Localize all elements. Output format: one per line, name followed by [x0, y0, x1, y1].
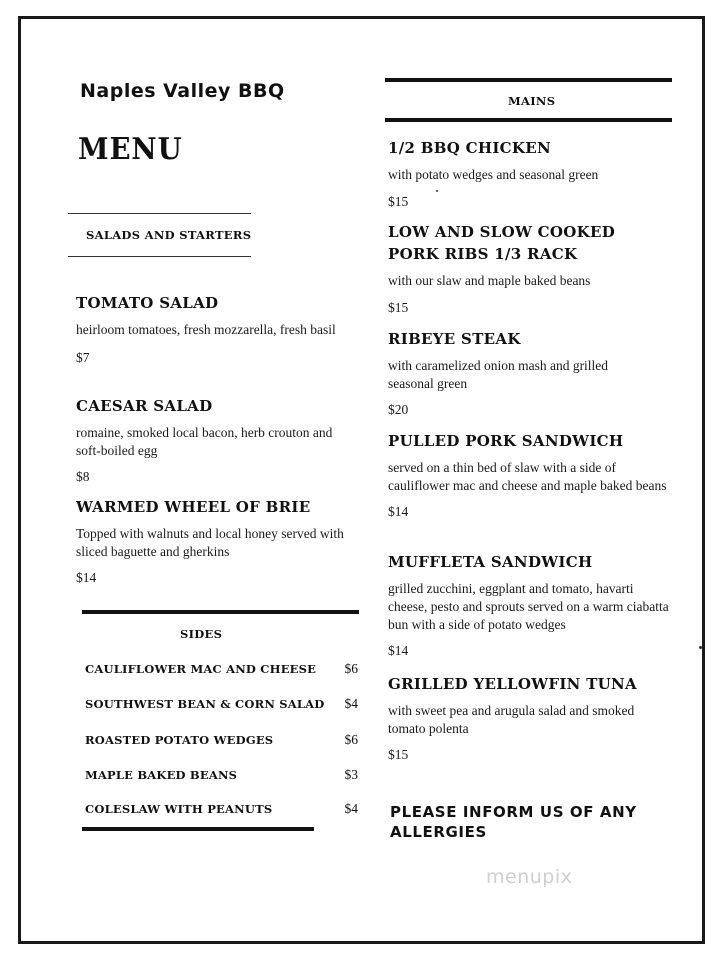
item-price: $14: [76, 570, 97, 585]
side-price: $4: [344, 801, 358, 816]
divider: [82, 827, 314, 831]
side-price: $6: [344, 661, 358, 676]
item-name: 1/2 BBQ CHICKEN: [388, 139, 551, 157]
item-description: grilled zucchini, eggplant and tomato, havarti cheese, pesto and sprouts served on a warm ciabatta bun with a side of potato wedges: [388, 581, 669, 632]
starters-heading: SALADS AND STARTERS: [86, 228, 252, 242]
speck: [436, 190, 438, 192]
item-description: with our slaw and maple baked beans: [388, 273, 591, 288]
item-name: RIBEYE STEAK: [388, 330, 521, 348]
side-name: SOUTHWEST BEAN & CORN SALAD: [85, 697, 325, 711]
divider: [68, 256, 251, 257]
item-name: WARMED WHEEL OF BRIE: [76, 498, 311, 516]
side-name: MAPLE BAKED BEANS: [85, 768, 238, 782]
side-name: CAULIFLOWER MAC AND CHEESE: [85, 662, 317, 676]
restaurant-name: Naples Valley BBQ: [80, 80, 285, 102]
side-price: $4: [344, 696, 358, 711]
item-price: $15: [388, 300, 409, 315]
side-name: COLESLAW WITH PEANUTS: [85, 802, 273, 816]
divider: [82, 610, 359, 614]
main-item: [388, 673, 673, 763]
item-name: GRILLED YELLOWFIN TUNA: [388, 675, 637, 693]
menu-title: MENU: [78, 132, 183, 167]
sides-heading: SIDES: [180, 627, 223, 641]
main-item: [388, 430, 673, 520]
item-description: Topped with walnuts and local honey served with sliced baguette and gherkins: [76, 526, 344, 559]
item-price: $14: [388, 643, 409, 658]
item-name: LOW AND SLOW COOKED PORK RIBS 1/3 RACK: [388, 223, 616, 263]
item-price: $14: [388, 504, 409, 519]
item-price: $20: [388, 402, 409, 417]
item-price: $15: [388, 747, 409, 762]
side-price: $6: [344, 732, 358, 747]
watermark-logo: menupix: [486, 866, 573, 888]
starter-item: [76, 496, 351, 586]
item-description: heirloom tomatoes, fresh mozzarella, fresh basil: [76, 322, 336, 337]
item-description: romaine, smoked local bacon, herb crouton and soft-boiled egg: [76, 425, 333, 458]
item-name: MUFFLETA SANDWICH: [388, 553, 593, 571]
item-price: $8: [76, 469, 90, 484]
item-name: TOMATO SALAD: [76, 294, 219, 312]
main-item: [388, 551, 670, 659]
divider: [385, 118, 672, 122]
main-item: [388, 137, 680, 210]
divider: [68, 213, 251, 214]
item-name: PULLED PORK SANDWICH: [388, 432, 624, 450]
allergy-note: PLEASE INFORM US OF ANY ALLERGIES: [390, 803, 637, 841]
main-item: [388, 221, 648, 316]
speck: [699, 646, 702, 649]
mains-heading: MAINS: [508, 94, 556, 108]
item-price: $7: [76, 350, 90, 365]
main-item: [388, 328, 648, 418]
starter-item: [76, 395, 351, 485]
item-description: with potato wedges and seasonal green: [388, 167, 599, 182]
item-price: $15: [388, 194, 409, 209]
starter-item: [76, 292, 346, 366]
side-name: ROASTED POTATO WEDGES: [85, 733, 274, 747]
divider: [385, 78, 672, 82]
side-price: $3: [344, 767, 358, 782]
item-description: with sweet pea and arugula salad and smoked tomato polenta: [388, 703, 635, 736]
item-description: served on a thin bed of slaw with a side of cauliflower mac and cheese and maple baked beans: [388, 460, 667, 493]
item-name: CAESAR SALAD: [76, 397, 213, 415]
item-description: with caramelized onion mash and grilled seasonal green: [388, 358, 609, 391]
